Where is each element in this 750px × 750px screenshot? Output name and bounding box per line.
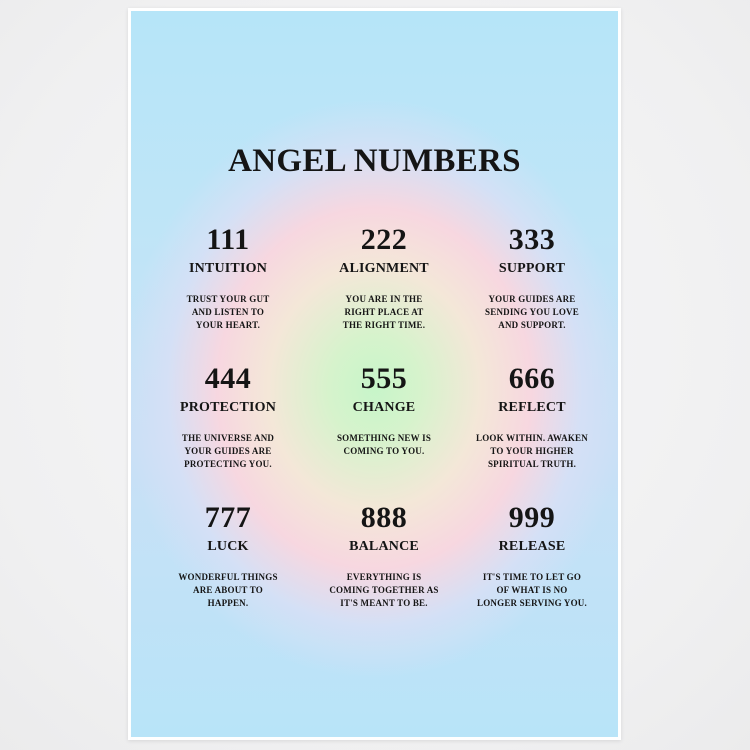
angel-number: 222 bbox=[360, 223, 408, 256]
angel-number-label: ALIGNMENT bbox=[339, 261, 429, 276]
angel-number: 333 bbox=[508, 223, 556, 256]
angel-number-label: CHANGE bbox=[352, 400, 416, 415]
angel-number-description: WONDERFUL THINGS ARE ABOUT TO HAPPEN. bbox=[178, 572, 278, 608]
angel-number: 999 bbox=[508, 501, 556, 534]
angel-number-card-999 bbox=[457, 503, 607, 610]
angel-number-label: REFLECT bbox=[498, 400, 566, 415]
angel-number-description: TRUST YOUR GUT AND LISTEN TO YOUR HEART. bbox=[186, 294, 270, 330]
angel-number-label: PROTECTION bbox=[179, 400, 277, 415]
poster-frame bbox=[128, 8, 621, 740]
angel-number-description: YOUR GUIDES ARE SENDING YOU LOVE AND SUPPORT. bbox=[485, 294, 579, 330]
angel-number-card-222 bbox=[309, 225, 459, 332]
poster-title: ANGEL NUMBERS bbox=[228, 143, 521, 179]
angel-number-label: BALANCE bbox=[349, 539, 419, 554]
angel-number: 111 bbox=[206, 223, 250, 256]
angel-number-card-666 bbox=[457, 364, 607, 471]
angel-number-label: SUPPORT bbox=[498, 261, 566, 276]
angel-number-label: LUCK bbox=[207, 539, 249, 554]
angel-number: 555 bbox=[360, 362, 408, 395]
angel-number-card-111 bbox=[153, 225, 303, 332]
angel-number: 888 bbox=[360, 501, 408, 534]
angel-number-card-555 bbox=[309, 364, 459, 458]
angel-number-description: EVERYTHING IS COMING TOGETHER AS IT'S MEANT TO BE. bbox=[329, 572, 439, 608]
angel-number-description: SOMETHING NEW IS COMING TO YOU. bbox=[336, 433, 432, 456]
angel-numbers-grid bbox=[131, 11, 618, 737]
angel-number-description: YOU ARE IN THE RIGHT PLACE AT THE RIGHT TIME. bbox=[342, 294, 426, 330]
angel-number-card-777 bbox=[153, 503, 303, 610]
angel-number-card-888 bbox=[309, 503, 459, 610]
angel-numbers-poster bbox=[131, 11, 618, 737]
angel-number-description: IT'S TIME TO LET GO OF WHAT IS NO LONGER SERVING YOU. bbox=[477, 572, 587, 608]
angel-number: 666 bbox=[508, 362, 556, 395]
angel-number: 444 bbox=[204, 362, 252, 395]
angel-number-description: LOOK WITHIN. AWAKEN TO YOUR HIGHER SPIRITUAL TRUTH. bbox=[476, 433, 588, 469]
angel-number: 777 bbox=[204, 501, 252, 534]
angel-number-label: RELEASE bbox=[498, 539, 566, 554]
angel-number-label: INTUITION bbox=[188, 261, 268, 276]
angel-number-card-444 bbox=[153, 364, 303, 471]
angel-number-description: THE UNIVERSE AND YOUR GUIDES ARE PROTECTING YOU. bbox=[181, 433, 275, 469]
angel-number-card-333 bbox=[457, 225, 607, 332]
